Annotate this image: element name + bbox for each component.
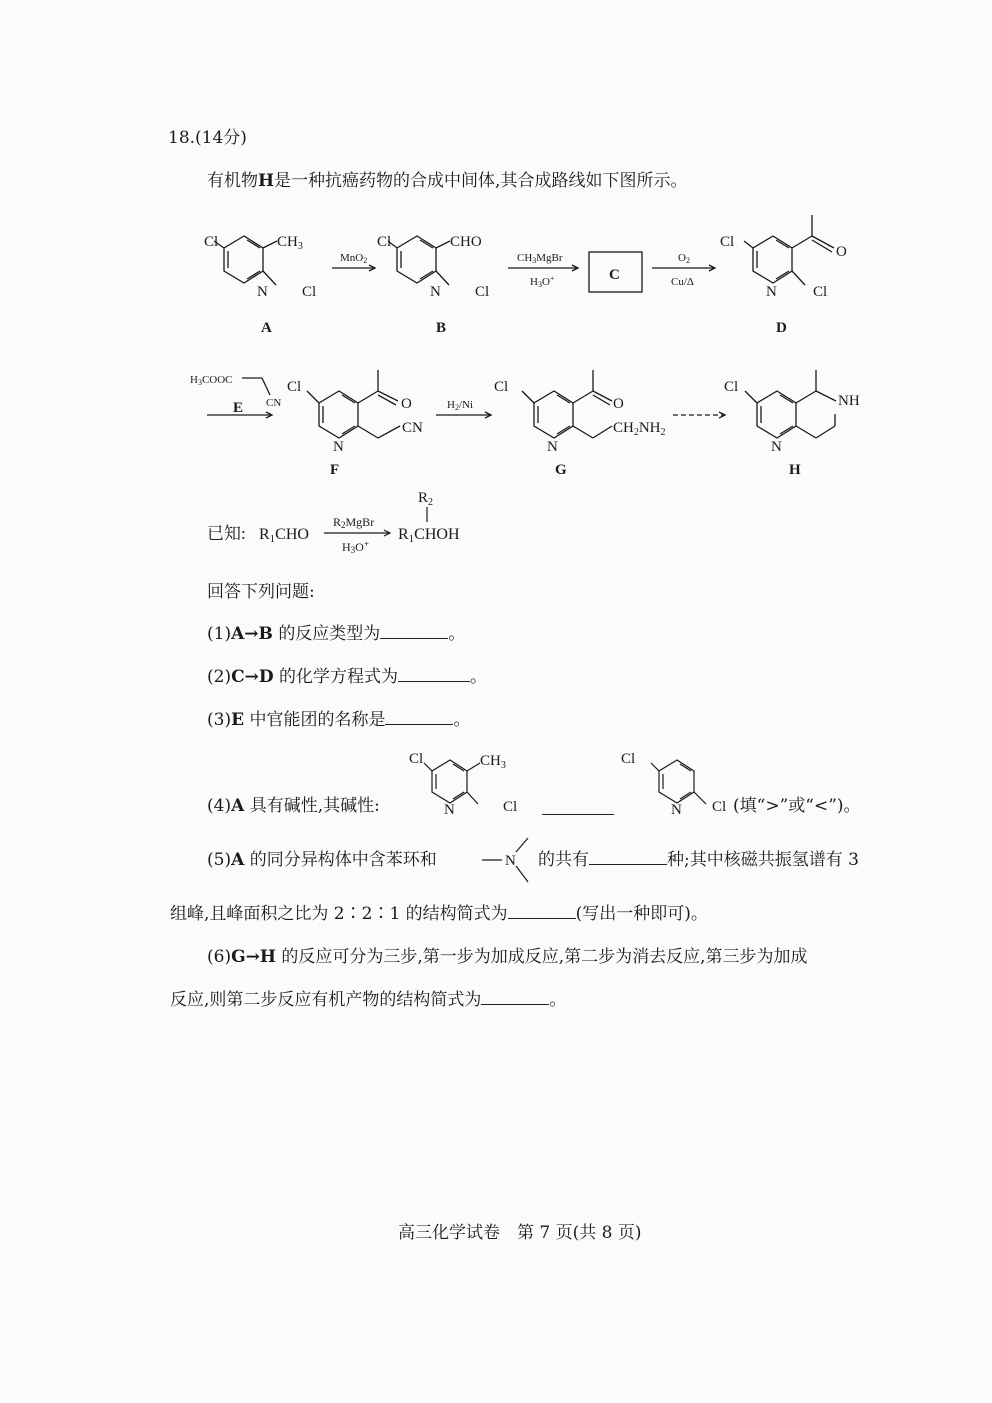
compound-label-d: D [776,320,787,336]
atom-cn: CN [402,420,423,436]
answer-blank[interactable] [380,624,448,639]
atom-cl: Cl [204,234,219,250]
question-5-line2: 组峰,且峰面积之比为 2∶2∶1 的结构简式为 (写出一种即可)。 [170,904,708,924]
known-product-branch: $R_2$ [418,490,434,508]
prompt-text: 回答下列问题: [207,582,315,602]
question-points: (14分) [195,128,247,148]
atom-n: N [257,284,268,300]
reagent-bc-bottom: H3O+ [530,274,555,289]
atom-o: O [836,244,847,260]
question-6-line2: 反应,则第二步反应有机产物的结构简式为 。 [170,990,567,1010]
reagent-fg: H2/Ni [447,399,474,412]
atom-n: N [547,439,558,455]
compound-label-f: F [330,462,340,478]
known-reagent-top: R2MgBr [333,515,375,530]
answer-blank[interactable] [385,710,453,725]
atom-n: N [771,439,782,455]
question-3: (3)E 中官能团的名称是 。 [207,710,471,730]
atom-cl: Cl [813,284,828,300]
compound-label-g: G [555,462,567,478]
answer-blank[interactable] [398,667,470,682]
atom-cl: Cl [503,799,518,815]
atom-n: N [505,853,516,869]
atom-cn: CN [266,397,282,409]
atom-cl: Cl [377,234,392,250]
page-footer: 高三化学试卷 第 7 页(共 8 页) [398,1223,642,1243]
reagent-ab: MnO2 [340,252,368,265]
answer-blank[interactable] [508,904,576,919]
atom-cl: Cl [724,379,739,395]
known-label: 已知: [207,524,246,543]
compound-label-h: H [789,462,801,478]
atom-n: N [444,802,455,818]
atom-n: N [671,802,682,818]
atom-cl: Cl [712,799,727,815]
known-product: R1CHOH [398,526,460,545]
atom-cl: Cl [720,234,735,250]
atom-cl: Cl [302,284,317,300]
reagent-e-formula: H3COOC [190,374,233,387]
compound-label-e: E [233,400,244,416]
atom-cl: Cl [409,751,424,767]
question-4: (4)A 具有碱性,其碱性: [207,796,380,816]
known-reactant: R1CHO [259,526,309,545]
answer-blank[interactable] [589,850,667,865]
question-5-line1b: 的共有 种;其中核磁共振氢谱有 3 [538,850,859,870]
known-reagent-bottom: H3O+ [342,539,369,555]
atom-cl: Cl [475,284,490,300]
question-2: (2)C→D 的化学方程式为 。 [207,667,488,687]
question-4-end: (填“>”或“<”)。 [733,796,861,816]
atom-cl: Cl [621,751,636,767]
synthesis-scheme-row2 [0,360,992,478]
answer-blank[interactable] [481,990,549,1005]
question-number: 18. [168,128,196,148]
known-reaction [0,485,992,555]
answer-blank[interactable] [542,800,614,815]
question-header [168,127,247,149]
atom-n: N [333,439,344,455]
atom-ch3: $CH_3$ [277,234,303,252]
reagent-cd-top: O2 [678,252,690,265]
atom-o: O [401,396,412,412]
synthesis-scheme-row1 [0,205,992,335]
atom-cl: Cl [494,379,509,395]
question-5-line1: (5)A 的同分异构体中含苯环和 [207,850,437,870]
reagent-bc-top: CH3MgBr [517,252,563,265]
atom-n: N [430,284,441,300]
atom-cho: CHO [450,234,482,250]
reagent-cd-bottom: Cu/Δ [671,276,694,288]
compound-label-a: A [261,320,272,336]
question-6-line1: (6)G→H 的反应可分为三步,第一步为加成反应,第二步为消去反应,第三步为加成 [207,947,808,967]
n-group-structure [478,830,538,890]
atom-cl: Cl [287,379,302,395]
atom-n: N [766,284,777,300]
question-intro: 有机物H是一种抗癌药物的合成中间体,其合成路线如下图所示。 [207,171,688,191]
atom-ch3: $CH_3$ [480,753,506,771]
atom-nh: NH [838,393,860,409]
compound-label-b: B [436,320,447,336]
question-1: (1)A→B 的反应类型为 。 [207,624,466,644]
atom-o: O [613,396,624,412]
atom-ch2nh2: $CH_2NH_2$ [613,420,666,438]
compound-label-c: C [609,267,620,283]
